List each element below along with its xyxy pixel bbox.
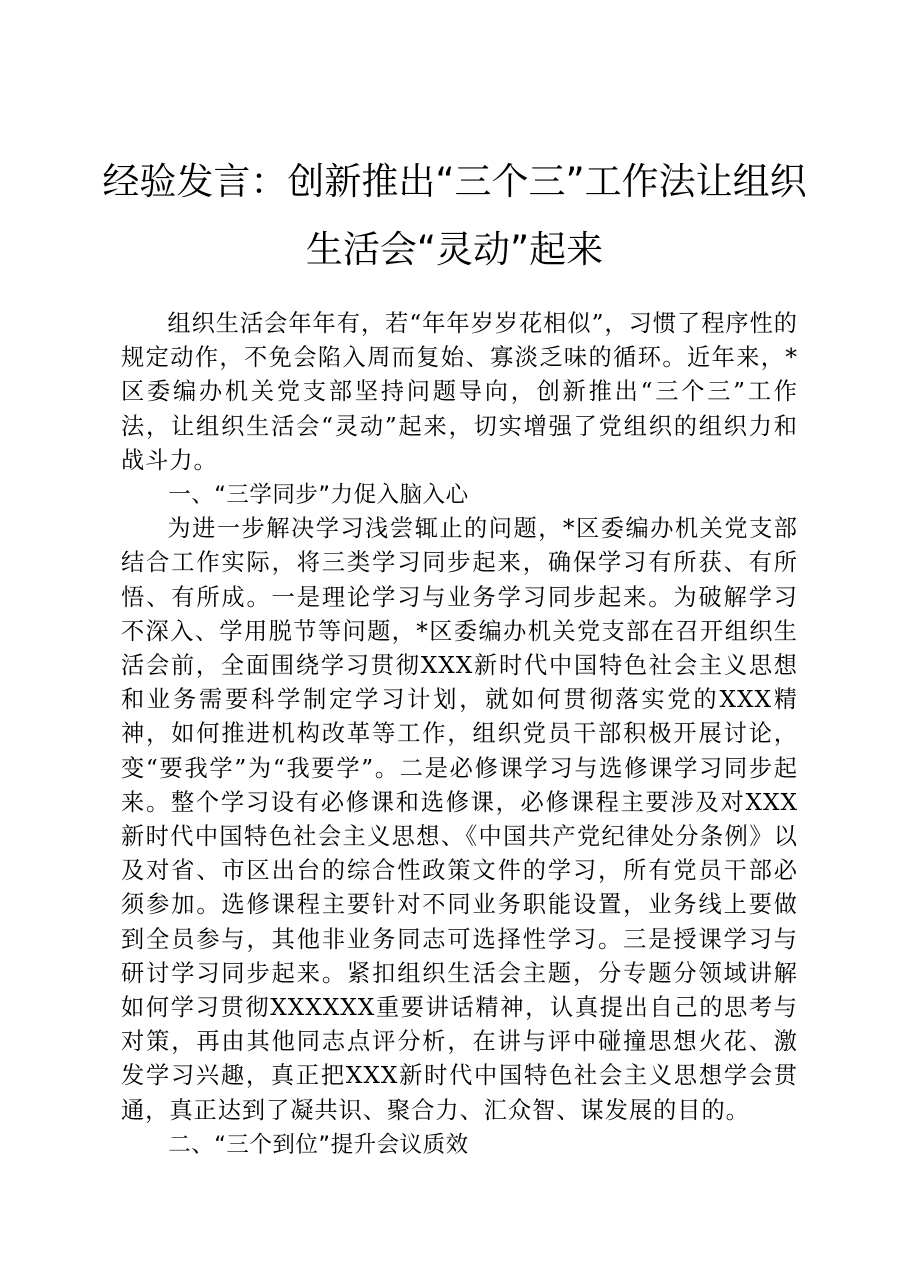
intro-paragraph: 组织生活会年年有，若“年年岁岁花相似”，习惯了程序性的规定动作，不免会陷入周而复始、寡淡乏味的循环。近年来，*区委编办机关党支部坚持问题导向，创新推出“三个三”工作法，让组织生活会“灵动”起来，切实增强了党组织的组织力和战斗力。 [121,310,798,474]
section-heading-2: 二、“三个到位”提升会议质效 [168,1131,469,1158]
section-1-paragraph: 为进一步解决学习浅尝辄止的问题，*区委编办机关党支部结合工作实际，将三类学习同步起来，确保学习有所获、有所悟、有所成。一是理论学习与业务学习同步起来。为破解学习不深入、学用脱节等问题，*区委编办机关党支部在召开组织生活会前，全面围绕学习贯彻XXX新时代中国特色社会主义思想和业务需要科学制定学习计划，就如何贯彻落实党的XXX精神，如何推进机构改革等工作，组织党员干部积极开展讨论，变“要我学”为“我要学”。二是必修课学习与选修课学习同步起来。整个学习设有必修课和选修课，必修课程主要涉及对XXX新时代中国特色社会主义思想、《中国共产党纪律处分条例》以及对省、市区出台的综合性政策文件的学习，所有党员干部必须参加。选修课程主要针对不同业务职能设置，业务线上要做到全员参与，其他非业务同志可选择性学习。三是授课学习与研讨学习同步起来。紧扣组织生活会主题，分专题分领域讲解如何学习贯彻XXXXXX重要讲话精神，认真提出自己的思考与对策，再由其他同志点评分析，在讲与评中碰撞思想火花、激发学习兴趣，真正把XXX新时代中国特色社会主义思想学会贯通，真正达到了凝共识、聚合力、汇众智、谋发展的目的。 [121,515,798,1124]
document-body [121,307,798,1162]
document-title-line-2: 生活会“灵动”起来 [305,228,604,271]
section-heading-1: 一、“三学同步”力促入脑入心 [168,482,469,509]
document-title-line-1: 经验发言：创新推出“三个三”工作法让组织 [102,160,807,203]
